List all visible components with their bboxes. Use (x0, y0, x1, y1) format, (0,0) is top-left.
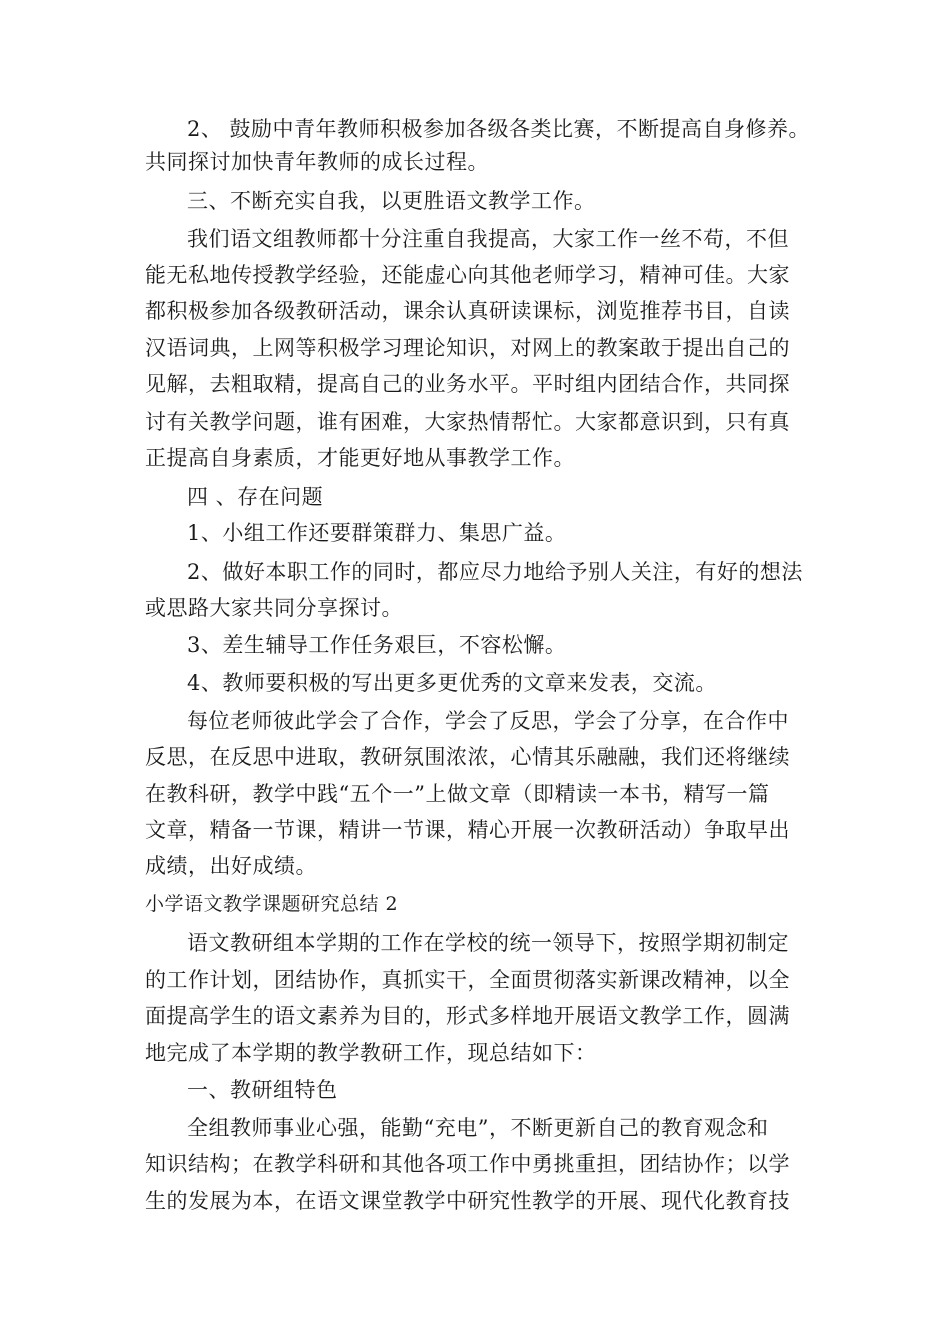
list-item: 3、差生辅导工作任务艰巨，不容松懈。 (187, 633, 567, 657)
paragraph-line: 共同探讨加快青年教师的成长过程。 (145, 150, 489, 174)
paragraph-line: 语文教研组本学期的工作在学校的统一领导下，按照学期初制定 (187, 931, 789, 955)
list-item-continued: 或思路大家共同分享探讨。 (145, 596, 403, 620)
paragraph-line: 知识结构；在教学科研和其他各项工作中勇挑重担，团结协作；以学 (145, 1152, 790, 1176)
list-item: 2、做好本职工作的同时，都应尽力地给予别人关注，有好的想法 (187, 560, 803, 584)
paragraph-line: 我们语文组教师都十分注重自我提高，大家工作一丝不苟，不但 (187, 227, 789, 251)
section-heading: 四 、存在问题 (187, 485, 324, 509)
paragraph-line: 能无私地传授教学经验，还能虚心向其他老师学习，精神可佳。大家 (145, 263, 790, 287)
paragraph-line: 地完成了本学期的教学教研工作，现总结如下： (145, 1041, 597, 1065)
list-item: 1、小组工作还要群策群力、集思广益。 (187, 521, 567, 545)
paragraph-line: 生的发展为本，在语文课堂教学中研究性教学的开展、现代化教育技 (145, 1189, 790, 1213)
paragraph-line: 2、 鼓励中青年教师积极参加各级各类比赛，不断提高自身修养。 (187, 117, 811, 141)
paragraph-line: 的工作计划，团结协作，真抓实干，全面贯彻落实新课改精神，以全 (145, 968, 790, 992)
document-title: 小学语文教学课题研究总结 2 (145, 893, 399, 915)
paragraph-line: 文章，精备一节课，精讲一节课，精心开展一次教研活动）争取早出 (145, 818, 790, 842)
paragraph-line: 见解，去粗取精，提高自己的业务水平。平时组内团结合作，共同探 (145, 372, 790, 396)
list-item: 4、教师要积极的写出更多更优秀的文章来发表，交流。 (187, 671, 717, 695)
paragraph-line: 正提高自身素质，才能更好地从事教学工作。 (145, 446, 575, 470)
section-heading: 一、教研组特色 (187, 1078, 338, 1102)
paragraph-line: 都积极参加各级教研活动，课余认真研读课标，浏览推荐书目，自读 (145, 299, 790, 323)
paragraph-line: 全组教师事业心强，能勤“充电”，不断更新自己的教育观念和 (187, 1116, 769, 1140)
section-heading: 三、不断充实自我，以更胜语文教学工作。 (187, 189, 596, 213)
paragraph-line: 每位老师彼此学会了合作，学会了反思，学会了分享，在合作中 (187, 709, 789, 733)
paragraph-line: 汉语词典，上网等积极学习理论知识，对网上的教案敢于提出自己的 (145, 336, 790, 360)
paragraph-line: 讨有关教学问题，谁有困难，大家热情帮忙。大家都意识到，只有真 (145, 410, 790, 434)
paragraph-line: 面提高学生的语文素养为目的，形式多样地开展语文教学工作，圆满 (145, 1004, 790, 1028)
paragraph-line: 在教科研，教学中践“五个一”上做文章（即精读一本书，精写一篇 (145, 782, 770, 806)
paragraph-line: 反思，在反思中进取，教研氛围浓浓，心情其乐融融，我们还将继续 (145, 745, 790, 769)
paragraph-line: 成绩，出好成绩。 (145, 854, 317, 878)
